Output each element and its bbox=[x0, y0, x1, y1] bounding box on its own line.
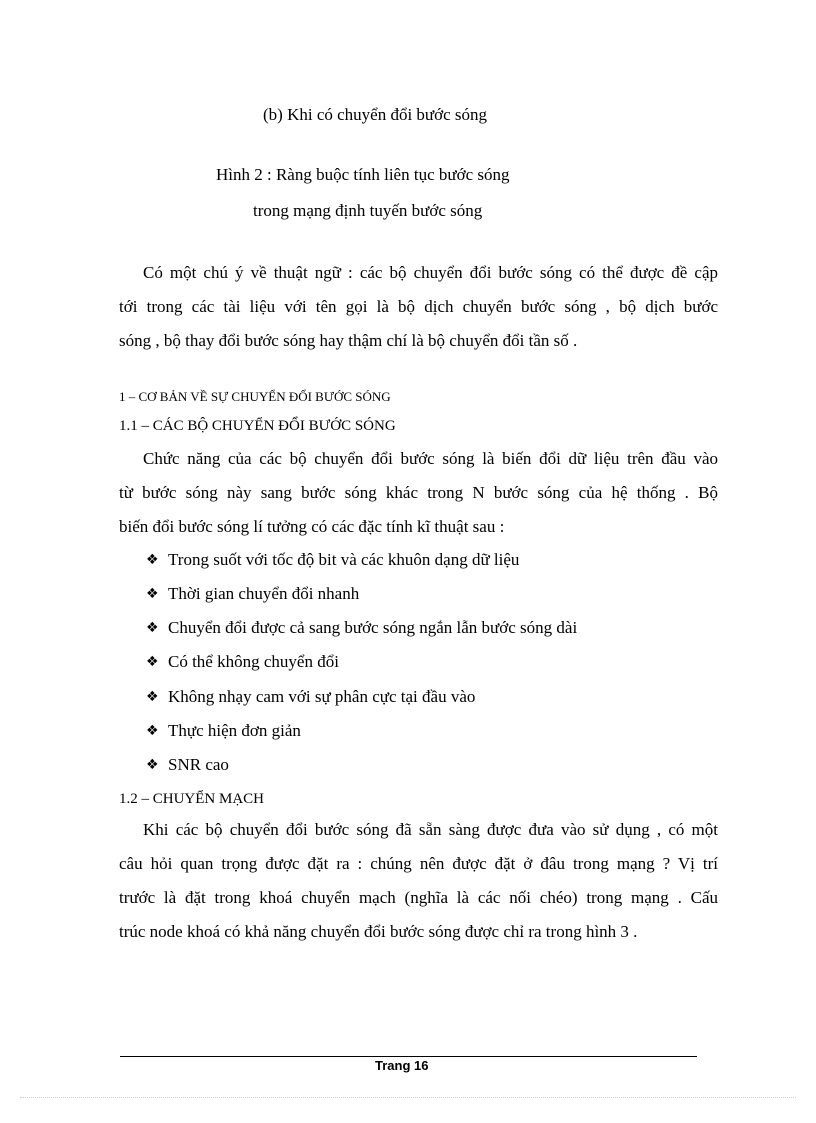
list-item-text: Trong suốt với tốc độ bit và các khuôn dạng dữ liệu bbox=[168, 550, 520, 569]
figure-caption-line-1: Hình 2 : Ràng buộc tính liên tục bước sóng bbox=[216, 165, 510, 184]
diamond-bullet-icon: ❖ bbox=[146, 654, 159, 670]
diamond-bullet-icon: ❖ bbox=[146, 689, 159, 705]
section-1-2-line-3: trước là đặt trong khoá chuyển mạch (nghĩa là các nối chéo) trong mạng . Cấu bbox=[119, 888, 718, 907]
list-item bbox=[146, 755, 229, 775]
footer-rule bbox=[120, 1056, 697, 1057]
list-item bbox=[146, 618, 577, 638]
list-item-text: Có thể không chuyển đổi bbox=[168, 652, 339, 671]
list-item bbox=[146, 652, 339, 672]
list-item-text: Không nhạy cam với sự phân cực tại đầu vào bbox=[168, 687, 476, 706]
diamond-bullet-icon: ❖ bbox=[146, 723, 159, 739]
section-1-heading: 1 – CƠ BẢN VỀ SỰ CHUYỂN ĐỔI BƯỚC SÓNG bbox=[119, 389, 391, 404]
list-item-text: Thực hiện đơn giản bbox=[168, 721, 301, 740]
section-1-2-line-4: trúc node khoá có khả năng chuyển đổi bước sóng được chỉ ra trong hình 3 . bbox=[119, 922, 638, 941]
section-1-1-heading: 1.1 – CÁC BỘ CHUYỂN ĐỔI BƯỚC SÓNG bbox=[119, 418, 396, 434]
diamond-bullet-icon: ❖ bbox=[146, 586, 159, 602]
diamond-bullet-icon: ❖ bbox=[146, 552, 159, 568]
list-item bbox=[146, 687, 475, 707]
subfigure-caption: (b) Khi có chuyển đổi bước sóng bbox=[263, 105, 488, 124]
section-1-2-heading: 1.2 – CHUYỂN MẠCH bbox=[119, 791, 265, 807]
intro-line-1: Có một chú ý về thuật ngữ : các bộ chuyển đổi bước sóng có thể được đề cập bbox=[143, 263, 718, 282]
list-item bbox=[146, 721, 301, 741]
section-1-2-line-1: Khi các bộ chuyển đổi bước sóng đã sẵn sàng được đưa vào sử dụng , có một bbox=[143, 820, 718, 839]
section-1-1-line-3: biến đổi bước sóng lí tưởng có các đặc tính kĩ thuật sau : bbox=[119, 517, 505, 536]
list-item bbox=[146, 584, 359, 604]
diamond-bullet-icon: ❖ bbox=[146, 620, 159, 636]
intro-line-3: sóng , bộ thay đổi bước sóng hay thậm chí là bộ chuyển đổi tần số . bbox=[119, 331, 578, 350]
list-item-text: Thời gian chuyển đổi nhanh bbox=[168, 584, 360, 603]
list-item-text: Chuyển đổi được cả sang bước sóng ngắn lẫn bước sóng dài bbox=[168, 618, 578, 637]
diamond-bullet-icon: ❖ bbox=[146, 757, 159, 773]
section-1-1-line-2: từ bước sóng này sang bước sóng khác trong N bước sóng của hệ thống . Bộ bbox=[119, 483, 718, 502]
section-1-2-line-2: câu hỏi quan trọng được đặt ra : chúng nên được đặt ở đâu trong mạng ? Vị trí bbox=[119, 854, 718, 873]
intro-line-2: tới trong các tài liệu với tên gọi là bộ dịch chuyển bước sóng , bộ dịch bước bbox=[119, 297, 718, 316]
figure-caption-line-2: trong mạng định tuyến bước sóng bbox=[253, 201, 483, 220]
page-number: Trang 16 bbox=[375, 1058, 429, 1073]
list-item bbox=[146, 550, 519, 570]
list-item-text: SNR cao bbox=[168, 755, 229, 774]
section-1-1-line-1: Chức năng của các bộ chuyển đổi bước sóng là biến đổi dữ liệu trên đầu vào bbox=[143, 449, 718, 468]
page-bottom-border bbox=[20, 1097, 796, 1098]
